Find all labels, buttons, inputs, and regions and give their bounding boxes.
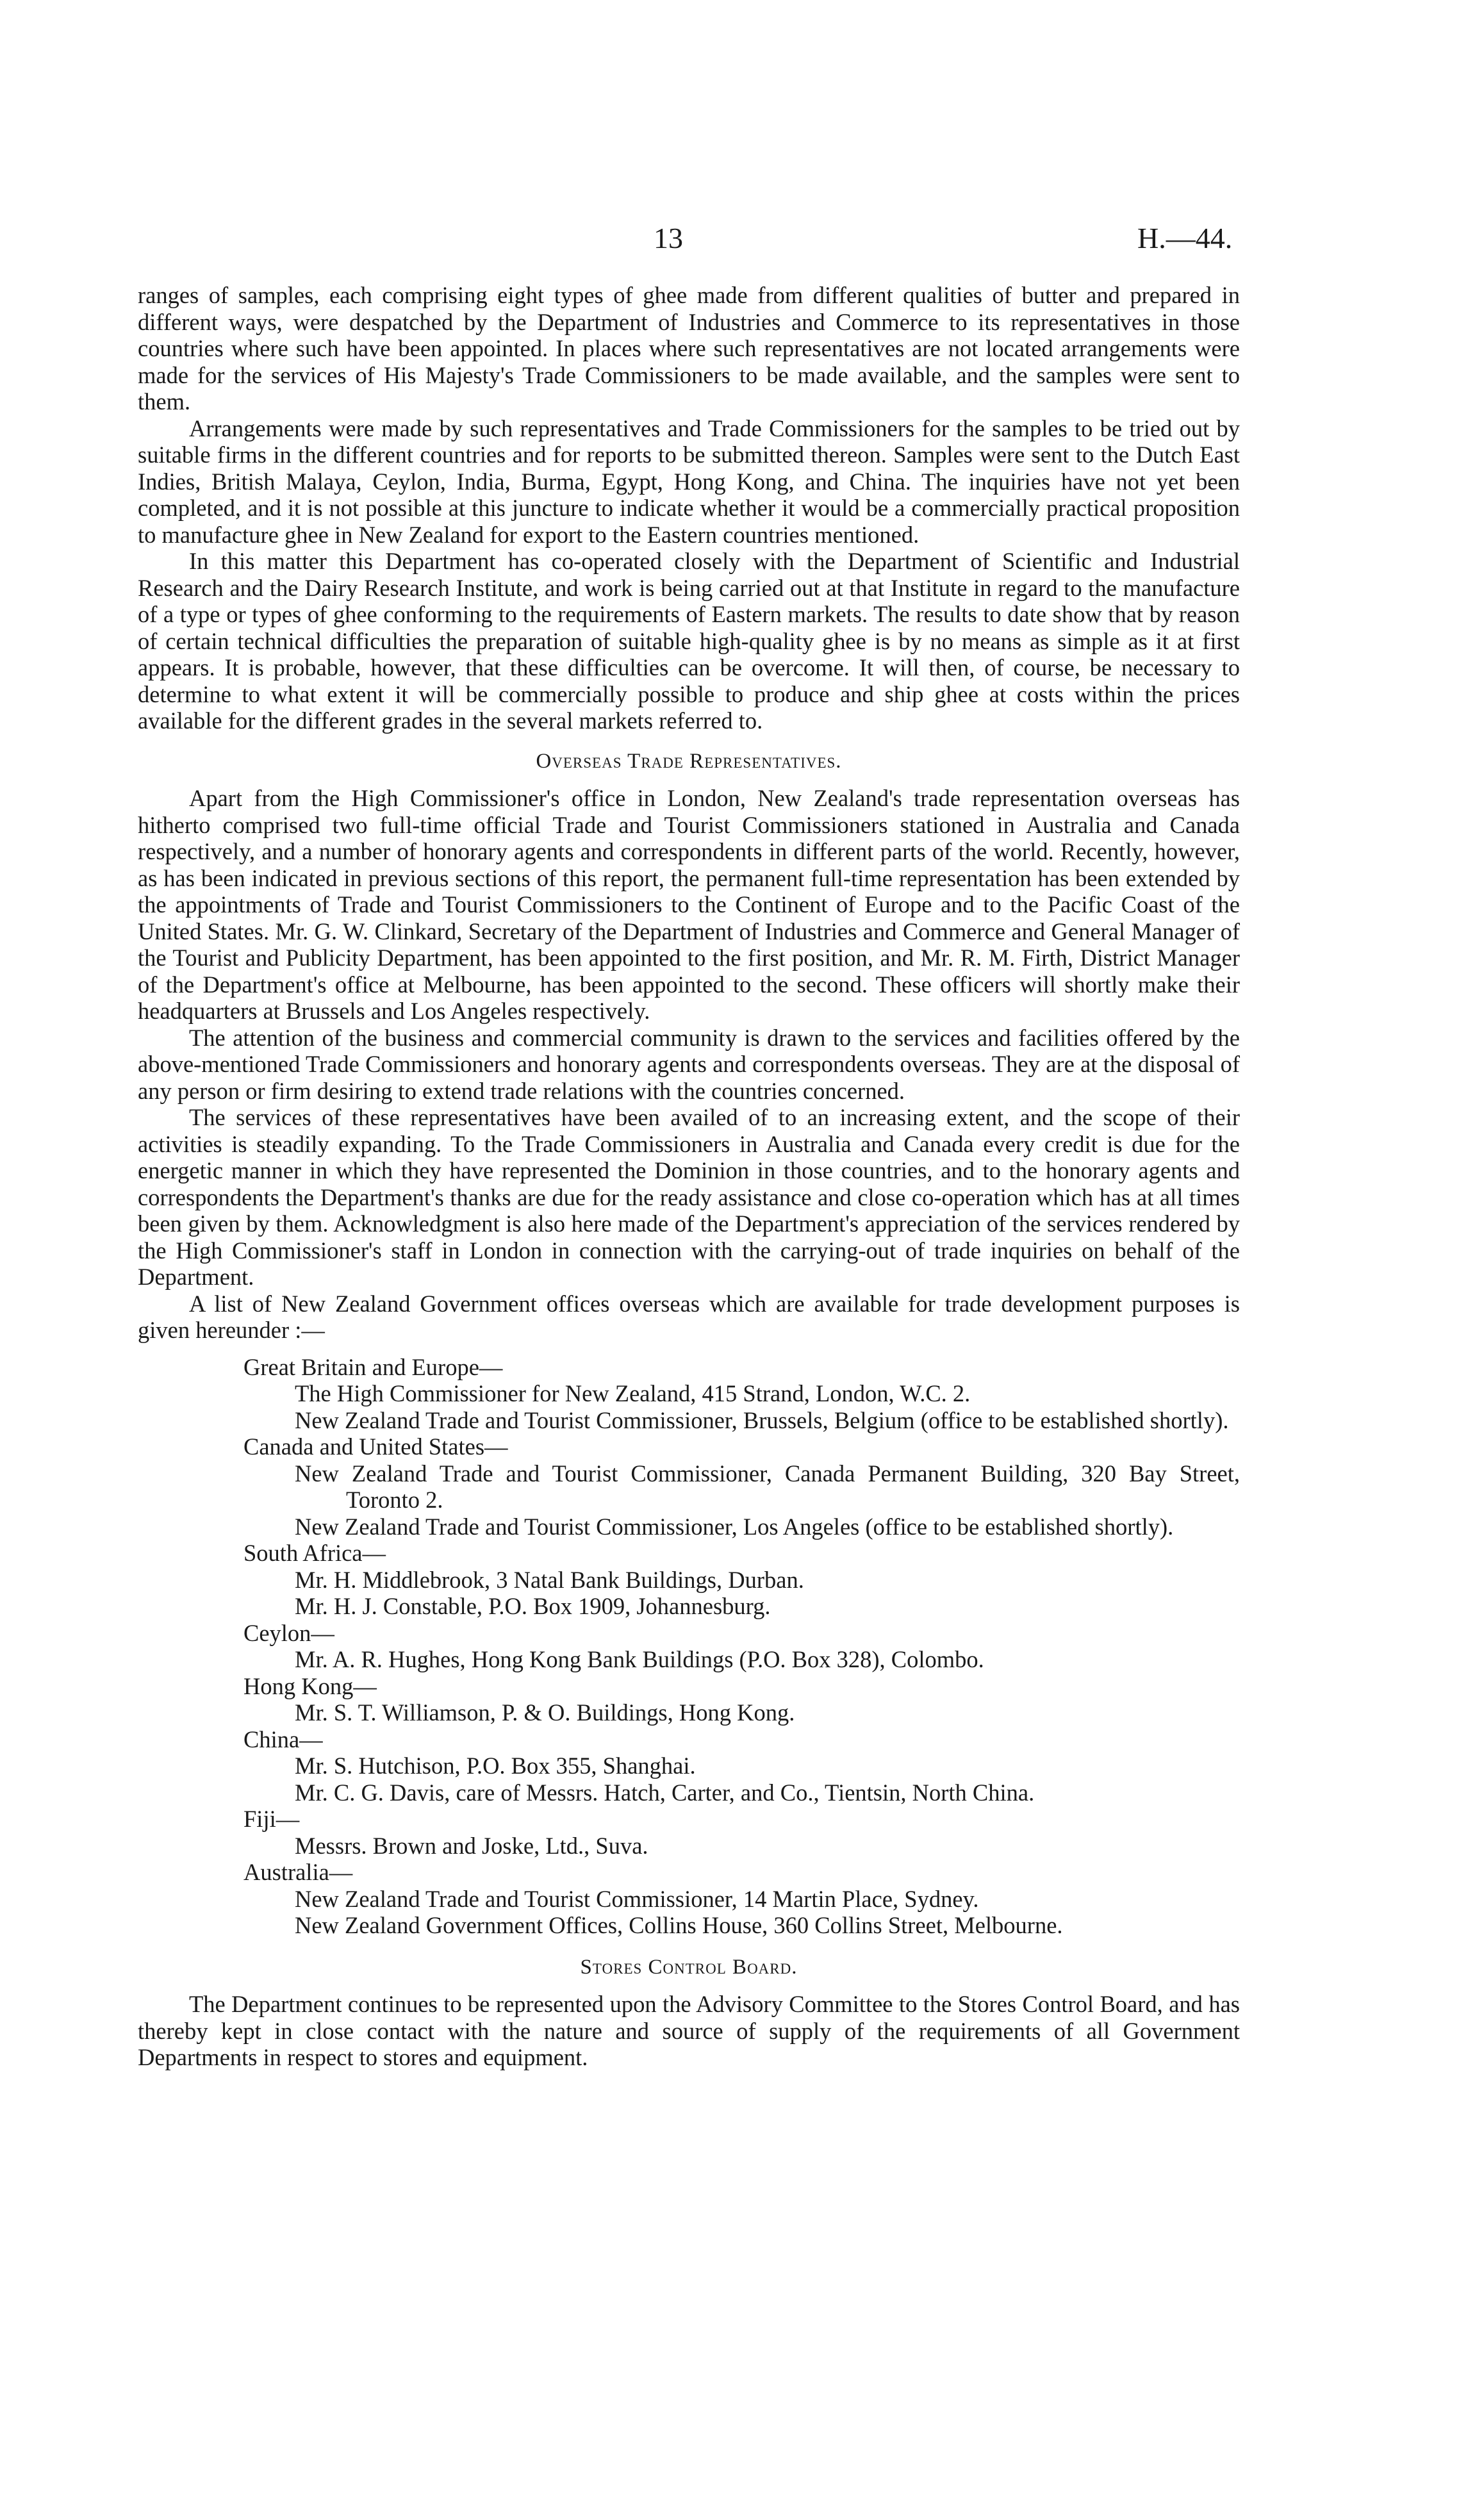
- region-heading: Great Britain and Europe—: [243, 1353, 503, 1380]
- office-entry: Messrs. Brown and Joske, Ltd., Suva.: [295, 1832, 648, 1859]
- paragraph: Apart from the High Commissioner's office in London, New Zealand's trade representation overseas has hitherto comprised two full-time official Trade and Tourist Commissioners stationed in Australia and Canada respectively, and a number of honorary agents and correspondents in different parts of the world. Recently, however, as has been indicated in previous sections of this report, the permanent full-time representation has been extended by the appointments of Trade and Tourist Commissioners to the Continent of Europe and to the Pacific Coast of the United States. Mr. G. W. Clinkard, Secretary of the Department of Industries and Commerce and General Manager of the Tourist and Publicity Department, has been appointed to the first position, and Mr. R. M. Firth, District Manager of the Department's office at Melbourne, has been appointed to the second. These officers will shortly make their headquarters at Brussels and Los Angeles respectively.: [138, 785, 1240, 1024]
- office-entry: Mr. S. T. Williamson, P. & O. Buildings, Hong Kong.: [295, 1699, 795, 1726]
- page-number: 13: [654, 222, 683, 254]
- office-entry: New Zealand Government Offices, Collins House, 360 Collins Street, Melbourne.: [295, 1912, 1063, 1938]
- office-entry: New Zealand Trade and Tourist Commissioner, Canada Permanent Building, 320 Bay Street, Toronto 2.: [295, 1460, 1240, 1513]
- section-heading-overseas-trade: Overseas Trade Representatives.: [536, 749, 842, 773]
- paragraph: Arrangements were made by such representatives and Trade Commissioners for the samples to be tried out by suitable firms in the different countries and for reports to be submitted thereon. Samples were sent to the Dutch East Indies, British Malaya, Ceylon, India, Burma, Egypt, Hong Kong, and China. The inquiries have not yet been completed, and it is not possible at this juncture to indicate whether it would be a commercially practical proposition to manufacture ghee in New Zealand for export to the Eastern countries mentioned.: [138, 415, 1240, 548]
- region-heading: China—: [243, 1726, 323, 1753]
- document-reference: H.—44.: [1137, 222, 1233, 254]
- region-heading: Fiji—: [243, 1806, 300, 1832]
- office-entry: Mr. H. J. Constable, P.O. Box 1909, Johannesburg.: [295, 1593, 771, 1619]
- region-heading: Australia—: [243, 1859, 353, 1885]
- paragraph: The attention of the business and commercial community is drawn to the services and facilities offered by the above-mentioned Trade Commissioners and honorary agents and correspondents overseas. They are at the disposal of any person or firm desiring to extend trade relations with the countries concerned.: [138, 1024, 1240, 1104]
- region-heading: Canada and United States—: [243, 1433, 508, 1460]
- office-entry: Mr. A. R. Hughes, Hong Kong Bank Buildings (P.O. Box 328), Colombo.: [295, 1646, 984, 1672]
- paragraph: In this matter this Department has co-operated closely with the Department of Scientific and Industrial Research and the Dairy Research Institute, and work is being carried out at that Institute in regard to the manufacture of a type or types of ghee conforming to the requirements of Eastern markets. The results to date show that by reason of certain technical difficulties the preparation of suitable high-quality ghee is by no means as simple as it at first appears. It is probable, however, that these difficulties can be overcome. It will then, of course, be necessary to determine to what extent it will be commercially possible to produce and ship ghee at costs within the prices available for the different grades in the several markets referred to.: [138, 548, 1240, 734]
- region-heading: Hong Kong—: [243, 1672, 377, 1699]
- office-entry: New Zealand Trade and Tourist Commissioner, Los Angeles (office to be established shortly).: [295, 1513, 1174, 1540]
- office-entry: The High Commissioner for New Zealand, 415 Strand, London, W.C. 2.: [295, 1380, 971, 1406]
- office-entry: Mr. S. Hutchison, P.O. Box 355, Shanghai.: [295, 1753, 696, 1779]
- paragraph: The services of these representatives have been availed of to an increasing extent, and the scope of their activities is steadily expanding. To the Trade Commissioners in Australia and Canada every credit is due for the energetic manner in which they have represented the Dominion in those countries, and to the honorary agents and correspondents the Department's thanks are due for the ready assistance and close co-operation which has at all times been given by them. Acknowledgment is also here made of the Department's appreciation of the services rendered by the High Commissioner's staff in London in connection with the carrying-out of trade inquiries on behalf of the Department.: [138, 1104, 1240, 1290]
- office-entry: New Zealand Trade and Tourist Commissioner, Brussels, Belgium (office to be established shortly).: [295, 1406, 1229, 1433]
- section-heading-stores-control: Stores Control Board.: [580, 1955, 798, 1979]
- paragraph: A list of New Zealand Government offices overseas which are available for trade development purposes is given hereunder :—: [138, 1290, 1240, 1343]
- region-heading: Ceylon—: [243, 1619, 334, 1646]
- office-entry: New Zealand Trade and Tourist Commissioner, 14 Martin Place, Sydney.: [295, 1885, 979, 1912]
- region-heading: South Africa—: [243, 1540, 386, 1566]
- office-entry: Mr. H. Middlebrook, 3 Natal Bank Buildings, Durban.: [295, 1566, 804, 1593]
- overseas-offices-list: [138, 1354, 1240, 1939]
- document-body: [138, 282, 1240, 2071]
- page-header: [0, 221, 1484, 260]
- paragraph: ranges of samples, each comprising eight types of ghee made from different qualities of butter and prepared in different ways, were despatched by the Department of Industries and Commerce to its representatives in those countries where such have been appointed. In places where such representatives are not located arrangements were made for the services of His Majesty's Trade Commissioners to be made available, and the samples were sent to them.: [138, 282, 1240, 415]
- paragraph: The Department continues to be represented upon the Advisory Committee to the Stores Control Board, and has thereby kept in close contact with the nature and source of supply of the requirements of all Government Departments in respect to stores and equipment.: [138, 1991, 1240, 2070]
- office-entry: Mr. C. G. Davis, care of Messrs. Hatch, Carter, and Co., Tientsin, North China.: [295, 1779, 1035, 1806]
